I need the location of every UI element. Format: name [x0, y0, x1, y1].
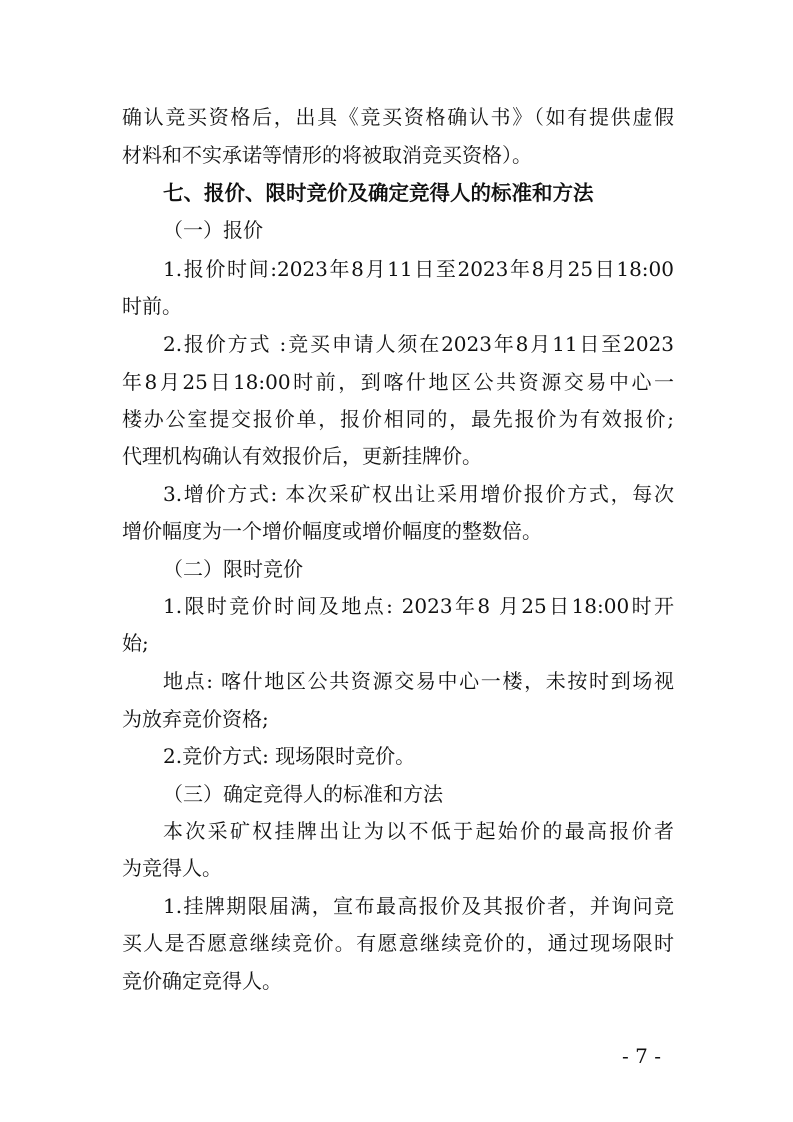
body-line-10: 增价幅度为一个增价幅度或增价幅度的整数倍。 — [122, 519, 542, 543]
body-line-11: 1.限时竞价时间及地点: 2023年8 月25日18:00时开 — [163, 594, 674, 618]
body-line-13: 地点: 喀什地区公共资源交易中心一楼，未按时到场视 — [163, 669, 674, 693]
body-line-20: 竞价确定竞得人。 — [122, 969, 282, 993]
body-line-15: 2.竞价方式: 现场限时竞价。 — [163, 744, 416, 768]
page-number: - 7 - — [622, 1044, 661, 1068]
subsection-heading-3: （三）确定竞得人的标准和方法 — [163, 782, 443, 806]
body-line-6: 年8月25日18:00时前，到喀什地区公共资源交易中心一 — [122, 370, 674, 394]
body-line-5: 2.报价方式 :竞买申请人须在2023年8月11日至2023 — [163, 332, 674, 356]
body-line-7: 楼办公室提交报价单，报价相同的，最先报价为有效报价; — [122, 407, 674, 431]
body-line-17: 为竞得人。 — [122, 856, 222, 880]
body-line-9: 3.增价方式: 本次采矿权出让采用增价报价方式，每次 — [163, 482, 674, 506]
section-heading: 七、报价、限时竞价及确定竞得人的标准和方法 — [163, 181, 594, 205]
body-line-12: 始; — [122, 631, 149, 655]
body-line-16: 本次采矿权挂牌出让为以不低于起始价的最高报价者 — [163, 819, 674, 843]
body-line-18: 1.挂牌期限届满，宣布最高报价及其报价者，并询问竞 — [163, 894, 674, 918]
body-line-19: 买人是否愿意继续竞价。有愿意继续竞价的，通过现场限时 — [122, 931, 674, 955]
body-line-4: 时前。 — [122, 294, 182, 318]
subsection-heading-1: （一）报价 — [163, 218, 263, 242]
body-line-14: 为放弃竞价资格; — [122, 707, 269, 731]
body-line-3: 1.报价时间:2023年8月11日至2023年8月25日18:00 — [163, 257, 674, 281]
subsection-heading-2: （二）限时竞价 — [163, 557, 303, 581]
body-line-2: 材料和不实承诺等情形的将被取消竞买资格）。 — [122, 143, 532, 167]
body-line-8: 代理机构确认有效报价后，更新挂牌价。 — [122, 444, 482, 468]
body-line-1: 确认竞买资格后，出具《竞买资格确认书》（如有提供虚假 — [122, 105, 674, 129]
